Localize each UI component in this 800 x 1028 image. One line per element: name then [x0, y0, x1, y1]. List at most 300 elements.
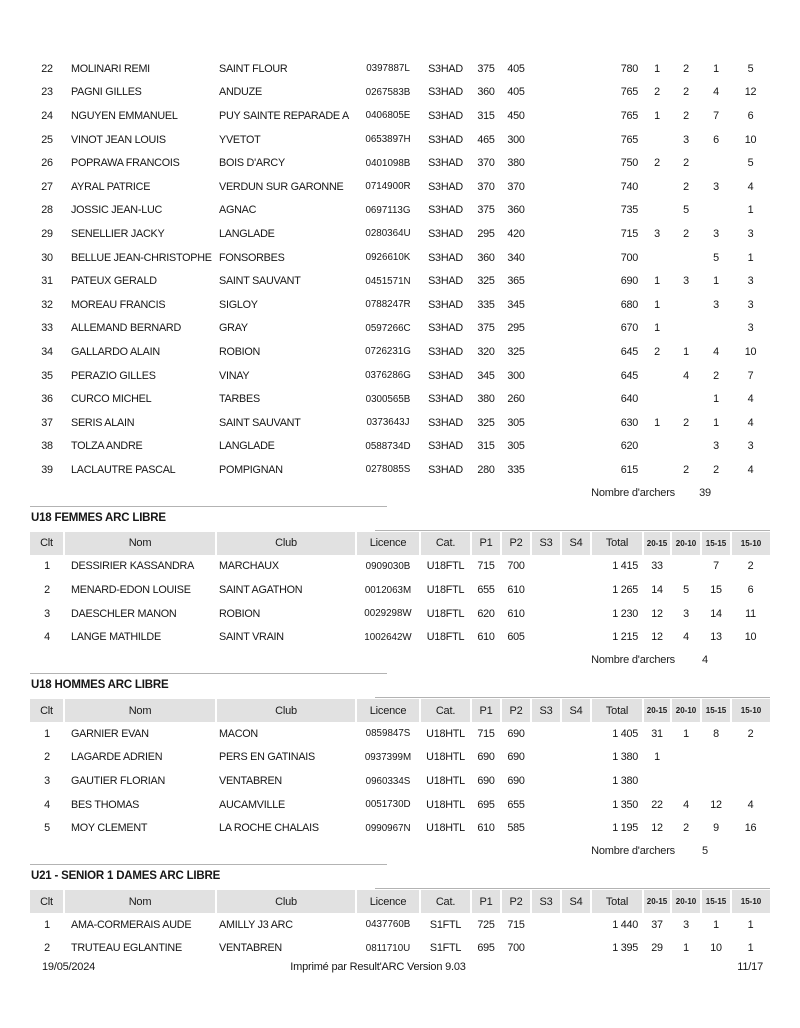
cell-b2015: 1: [654, 751, 660, 764]
cell-clt: 39: [41, 463, 53, 476]
cell-b2010: 2: [683, 463, 689, 476]
table-top-rule: [375, 530, 770, 531]
archers-count-line: [30, 649, 770, 672]
cell-club: LANGLADE: [219, 227, 275, 240]
footer-printed-by: Imprimé par Result'ARC Version 9.03: [290, 961, 466, 973]
column-header-cat: Cat.: [420, 532, 471, 555]
cell-b1510: [731, 746, 770, 770]
cell-p1: 695: [477, 942, 495, 955]
column-header-p1: P1: [471, 699, 501, 722]
cell-clt: 26: [41, 157, 53, 170]
column-header-licence: Licence: [356, 532, 420, 555]
cell-b1510: 4: [747, 393, 754, 406]
cell-p2: 380: [507, 157, 525, 170]
cell-p2: 295: [507, 322, 525, 335]
cell-p2: 690: [507, 727, 525, 740]
results-section: [30, 57, 770, 505]
cell-s3: [531, 625, 561, 649]
cell-total: 670: [620, 322, 638, 335]
cell-s4: [561, 435, 591, 459]
cell-b2015: 14: [651, 584, 663, 597]
cell-total: 740: [620, 180, 638, 193]
cell-total: 1 350: [612, 798, 638, 811]
cell-b1515: 3: [713, 180, 719, 193]
cell-cat: S3HAD: [428, 180, 463, 193]
cell-p1: 315: [477, 440, 495, 453]
column-header-s4: S4: [561, 890, 591, 913]
cell-cat: S3HAD: [428, 133, 463, 146]
page-footer: [30, 961, 770, 979]
section-title: U18 HOMMES ARC LIBRE: [31, 679, 169, 692]
cell-b1515: 1: [713, 62, 719, 75]
cell-p2: 420: [507, 227, 525, 240]
cell-s4: [561, 128, 591, 152]
cell-s3: [531, 578, 561, 602]
table-row: [30, 769, 770, 793]
cell-clt: 2: [44, 751, 50, 764]
cell-total: 1 415: [612, 560, 638, 573]
cell-licence: 1002642W: [364, 631, 412, 643]
column-header-p2: P2: [501, 890, 531, 913]
cell-s3: [531, 293, 561, 317]
cell-total: 780: [620, 62, 638, 75]
cell-total: 615: [620, 463, 638, 476]
cell-b1515: 5: [713, 251, 719, 264]
cell-b1510: 16: [744, 822, 757, 835]
cell-clt: 3: [44, 775, 50, 788]
cell-club: ANDUZE: [219, 86, 262, 99]
cell-p2: 405: [507, 62, 525, 75]
table-row: [30, 364, 770, 388]
cell-s4: [561, 364, 591, 388]
column-header-club: Club: [216, 890, 356, 913]
cell-b1515: 12: [710, 798, 722, 811]
cell-s3: [531, 769, 561, 793]
cell-p2: 335: [507, 463, 525, 476]
cell-club: SAINT SAUVANT: [219, 416, 301, 429]
cell-s4: [561, 578, 591, 602]
cell-p1: 325: [477, 275, 495, 288]
cell-b1515: 13: [710, 631, 722, 644]
cell-b2015: 31: [651, 727, 663, 740]
cell-p1: 360: [477, 86, 495, 99]
cell-s3: [531, 104, 561, 128]
cell-p2: 305: [507, 440, 525, 453]
archers-count-value: 4: [702, 654, 708, 667]
cell-p2: 405: [507, 86, 525, 99]
column-header-nom: Nom: [64, 699, 216, 722]
cell-s4: [561, 602, 591, 626]
cell-b2015: 2: [654, 157, 660, 170]
cell-licence: 0267583B: [365, 86, 411, 98]
cell-s4: [561, 317, 591, 341]
cell-p2: 610: [507, 607, 525, 620]
archers-count-value: 5: [702, 845, 708, 858]
cell-clt: 1: [44, 560, 50, 573]
cell-s3: [531, 816, 561, 840]
cell-cat: U18FTL: [426, 560, 465, 573]
cell-cat: S1FTL: [429, 942, 462, 955]
cell-p1: 375: [477, 322, 495, 335]
cell-licence: 0697113G: [365, 204, 411, 216]
cell-s4: [561, 222, 591, 246]
cell-club: FONSORBES: [219, 251, 285, 264]
cell-clt: 2: [44, 942, 50, 955]
cell-p1: 375: [477, 62, 495, 75]
cell-clt: 3: [44, 607, 50, 620]
results-section: [30, 864, 770, 960]
cell-club: SIGLOY: [219, 298, 258, 311]
table-row: [30, 104, 770, 128]
table-row: [30, 435, 770, 459]
cell-s4: [561, 175, 591, 199]
cell-b2010: 2: [683, 157, 689, 170]
table-header: [30, 890, 770, 913]
cell-b2015: 12: [651, 822, 663, 835]
cell-b1515: [701, 769, 731, 793]
cell-b1510: 4: [747, 180, 754, 193]
cell-total: 1 395: [612, 942, 638, 955]
cell-b2015: [643, 458, 671, 482]
cell-p2: 605: [507, 631, 525, 644]
cell-club: VERDUN SUR GARONNE: [219, 180, 344, 193]
cell-b2010: 1: [683, 942, 689, 955]
cell-total: 1 215: [612, 631, 638, 644]
cell-s3: [531, 199, 561, 223]
cell-b1515: 10: [710, 942, 722, 955]
table-body: [30, 722, 770, 840]
cell-s4: [561, 625, 591, 649]
cell-b1515: 4: [713, 86, 719, 99]
cell-club: LANGLADE: [219, 440, 275, 453]
cell-b2015: 33: [651, 560, 663, 573]
column-header-cat: Cat.: [420, 890, 471, 913]
cell-b1515: 1: [713, 918, 719, 931]
cell-b1510: 4: [747, 416, 754, 429]
table-top-rule: [375, 697, 770, 698]
cell-p1: 465: [477, 133, 495, 146]
column-header-b1510: 15-10: [731, 532, 770, 555]
cell-p2: 300: [507, 133, 525, 146]
cell-nom: MOLINARI REMI: [71, 62, 150, 75]
cell-s3: [531, 458, 561, 482]
cell-b2010: 2: [683, 62, 689, 75]
cell-cat: S1FTL: [429, 918, 462, 931]
cell-p2: 450: [507, 109, 525, 122]
column-header-b1515: 15-15: [701, 532, 731, 555]
cell-cat: U18HTL: [426, 727, 465, 740]
cell-p1: 690: [477, 775, 495, 788]
cell-club: LA ROCHE CHALAIS: [219, 822, 319, 835]
cell-club: BOIS D'ARCY: [219, 157, 285, 170]
cell-s3: [531, 555, 561, 579]
cell-b2015: [643, 199, 671, 223]
cell-s3: [531, 222, 561, 246]
cell-clt: 30: [41, 251, 53, 264]
results-table: [30, 890, 770, 960]
cell-total: 715: [620, 227, 638, 240]
cell-s3: [531, 722, 561, 746]
cell-s3: [531, 387, 561, 411]
column-header-p2: P2: [501, 699, 531, 722]
cell-nom: TRUTEAU EGLANTINE: [71, 942, 182, 955]
results-table: [30, 57, 770, 482]
column-header-total: Total: [591, 532, 643, 555]
cell-b2010: 5: [683, 204, 689, 217]
cell-p1: 370: [477, 180, 495, 193]
cell-p1: 375: [477, 204, 495, 217]
cell-b1515: 15: [710, 584, 722, 597]
cell-clt: 2: [44, 584, 50, 597]
cell-p1: 695: [477, 798, 495, 811]
section-divider-line: [30, 864, 387, 865]
cell-club: MACON: [219, 727, 258, 740]
cell-b2010: [671, 555, 701, 579]
cell-s4: [561, 411, 591, 435]
cell-clt: 32: [41, 298, 53, 311]
cell-licence: 0926610K: [365, 252, 411, 264]
cell-s4: [561, 913, 591, 937]
cell-cat: S3HAD: [428, 109, 463, 122]
cell-cat: S3HAD: [428, 251, 463, 264]
table-row: [30, 175, 770, 199]
cell-p2: 260: [507, 393, 525, 406]
cell-b2015: 1: [654, 62, 660, 75]
cell-club: TARBES: [219, 393, 260, 406]
cell-cat: U18HTL: [426, 798, 465, 811]
cell-clt: 37: [41, 416, 53, 429]
column-header-clt: Clt: [30, 532, 64, 555]
cell-p1: 315: [477, 109, 495, 122]
cell-p2: 700: [507, 560, 525, 573]
cell-p2: 360: [507, 204, 525, 217]
cell-clt: 35: [41, 369, 53, 382]
results-table: [30, 532, 770, 649]
cell-b1515: 1: [713, 416, 719, 429]
cell-b1510: 10: [744, 631, 757, 644]
column-header-b2010: 20-10: [671, 699, 701, 722]
cell-b2015: [643, 175, 671, 199]
table-row: [30, 387, 770, 411]
cell-b1515: 9: [713, 822, 719, 835]
cell-nom: LAGARDE ADRIEN: [71, 751, 163, 764]
cell-club: AUCAMVILLE: [219, 798, 285, 811]
cell-s3: [531, 411, 561, 435]
cell-s4: [561, 293, 591, 317]
table-row: [30, 81, 770, 105]
footer-page-number: 11/17: [737, 961, 763, 973]
cell-b2015: 1: [654, 322, 660, 335]
column-header-total: Total: [591, 890, 643, 913]
cell-b2010: 2: [683, 227, 689, 240]
section-title: U21 - SENIOR 1 DAMES ARC LIBRE: [31, 870, 221, 883]
cell-b2010: 3: [683, 275, 689, 288]
cell-club: VINAY: [219, 369, 250, 382]
cell-b2015: [643, 246, 671, 270]
column-header-s3: S3: [531, 699, 561, 722]
cell-cat: S3HAD: [428, 298, 463, 311]
table-row: [30, 578, 770, 602]
cell-s4: [561, 246, 591, 270]
cell-b2015: 1: [654, 109, 660, 122]
cell-clt: 25: [41, 133, 53, 146]
cell-b2015: 37: [651, 918, 663, 931]
cell-cat: U18HTL: [426, 751, 465, 764]
column-header-nom: Nom: [64, 890, 216, 913]
cell-b1515: [701, 199, 731, 223]
cell-b2010: [671, 246, 701, 270]
cell-p1: 360: [477, 251, 495, 264]
cell-clt: 34: [41, 345, 53, 358]
cell-licence: 0012063M: [364, 584, 412, 596]
cell-nom: PAGNI GILLES: [71, 86, 142, 99]
cell-b2010: 1: [683, 345, 689, 358]
cell-cat: U18HTL: [426, 822, 465, 835]
cell-nom: PERAZIO GILLES: [71, 369, 156, 382]
column-header-licence: Licence: [356, 699, 420, 722]
cell-b1510: 11: [745, 607, 756, 620]
cell-total: 690: [620, 275, 638, 288]
cell-p2: 325: [507, 345, 525, 358]
column-header-b2015: 20-15: [643, 532, 671, 555]
cell-b1515: 6: [713, 133, 719, 146]
cell-p1: 380: [477, 393, 495, 406]
table-row: [30, 625, 770, 649]
table-row: [30, 317, 770, 341]
cell-b2015: 12: [651, 631, 663, 644]
cell-nom: AMA-CORMERAIS AUDE: [71, 918, 192, 931]
cell-b2010: [671, 387, 701, 411]
cell-p1: 715: [477, 727, 495, 740]
column-header-p2: P2: [501, 532, 531, 555]
cell-p1: 715: [477, 560, 495, 573]
cell-cat: S3HAD: [428, 440, 463, 453]
results-table: [30, 699, 770, 840]
cell-b2010: 4: [683, 798, 689, 811]
cell-b2010: [671, 769, 701, 793]
cell-total: 1 265: [612, 584, 638, 597]
table-row: [30, 555, 770, 579]
cell-total: 1 440: [612, 918, 638, 931]
cell-b1515: 7: [713, 109, 719, 122]
cell-s3: [531, 246, 561, 270]
cell-p1: 690: [477, 751, 495, 764]
cell-p1: 620: [477, 607, 495, 620]
cell-cat: S3HAD: [428, 369, 463, 382]
column-header-p1: P1: [471, 890, 501, 913]
cell-p1: 655: [477, 584, 495, 597]
cell-licence: 0937399M: [364, 751, 412, 763]
cell-club: POMPIGNAN: [219, 463, 283, 476]
cell-cat: S3HAD: [428, 227, 463, 240]
cell-b1510: 3: [747, 322, 754, 335]
cell-b2015: [643, 435, 671, 459]
table-row: [30, 411, 770, 435]
column-header-total: Total: [591, 699, 643, 722]
cell-clt: 1: [44, 727, 50, 740]
cell-s3: [531, 81, 561, 105]
cell-club: ROBION: [219, 345, 261, 358]
cell-s4: [561, 387, 591, 411]
cell-b2010: 2: [683, 822, 689, 835]
cell-licence: 0990967N: [365, 822, 411, 834]
cell-b2010: [671, 293, 701, 317]
cell-b1510: 6: [747, 584, 754, 597]
table-row: [30, 913, 770, 937]
cell-club: AGNAC: [219, 204, 257, 217]
column-header-clt: Clt: [30, 699, 64, 722]
column-header-b2015: 20-15: [643, 699, 671, 722]
cell-club: SAINT AGATHON: [219, 584, 303, 597]
cell-s4: [561, 722, 591, 746]
cell-licence: 0437760B: [365, 919, 411, 931]
cell-b2010: 2: [683, 86, 689, 99]
table-header: [30, 532, 770, 555]
cell-clt: 23: [41, 86, 53, 99]
cell-clt: 31: [41, 275, 53, 288]
report: [30, 0, 770, 960]
cell-nom: LANGE MATHILDE: [71, 631, 161, 644]
cell-clt: 4: [44, 631, 50, 644]
cell-p1: 610: [477, 822, 495, 835]
cell-club: VENTABREN: [219, 775, 282, 788]
cell-licence: 0029298W: [364, 608, 412, 620]
cell-s3: [531, 913, 561, 937]
cell-nom: DESSIRIER KASSANDRA: [71, 560, 195, 573]
cell-licence: 0726231G: [365, 346, 411, 358]
cell-b2010: [671, 317, 701, 341]
cell-b1515: 3: [713, 298, 719, 311]
cell-p1: 725: [477, 918, 495, 931]
cell-total: 1 230: [612, 607, 638, 620]
cell-s4: [561, 937, 591, 961]
cell-b1510: 12: [744, 86, 757, 99]
cell-club: AMILLY J3 ARC: [219, 918, 293, 931]
cell-s4: [561, 199, 591, 223]
cell-licence: 0909030B: [365, 560, 411, 572]
cell-p2: 700: [507, 942, 525, 955]
cell-b1510: 2: [747, 727, 754, 740]
section-title: U18 FEMMES ARC LIBRE: [31, 511, 166, 524]
cell-club: MARCHAUX: [219, 560, 279, 573]
cell-total: 700: [620, 251, 638, 264]
cell-club: PUY SAINTE REPARADE A: [219, 109, 349, 122]
cell-b1510: 3: [747, 227, 754, 240]
column-header-b1510: 15-10: [731, 890, 770, 913]
cell-b1510: 3: [747, 298, 754, 311]
table-row: [30, 246, 770, 270]
cell-b1510: 3: [747, 275, 754, 288]
cell-p2: 345: [507, 298, 525, 311]
cell-cat: U18FTL: [426, 584, 465, 597]
cell-nom: GALLARDO ALAIN: [71, 345, 160, 358]
cell-clt: 5: [44, 822, 50, 835]
cell-cat: S3HAD: [428, 86, 463, 99]
cell-nom: SERIS ALAIN: [71, 416, 135, 429]
cell-p1: 345: [477, 369, 495, 382]
archers-count-label: Nombre d'archers: [591, 845, 675, 858]
cell-p2: 365: [507, 275, 525, 288]
cell-nom: SENELLIER JACKY: [71, 227, 165, 240]
column-header-b2010: 20-10: [671, 890, 701, 913]
cell-total: 680: [620, 298, 638, 311]
cell-p2: 655: [507, 798, 525, 811]
cell-s4: [561, 458, 591, 482]
cell-club: PERS EN GATINAIS: [219, 751, 315, 764]
cell-p1: 610: [477, 631, 495, 644]
cell-licence: 0451571N: [365, 275, 411, 287]
cell-b1515: 1: [713, 275, 719, 288]
